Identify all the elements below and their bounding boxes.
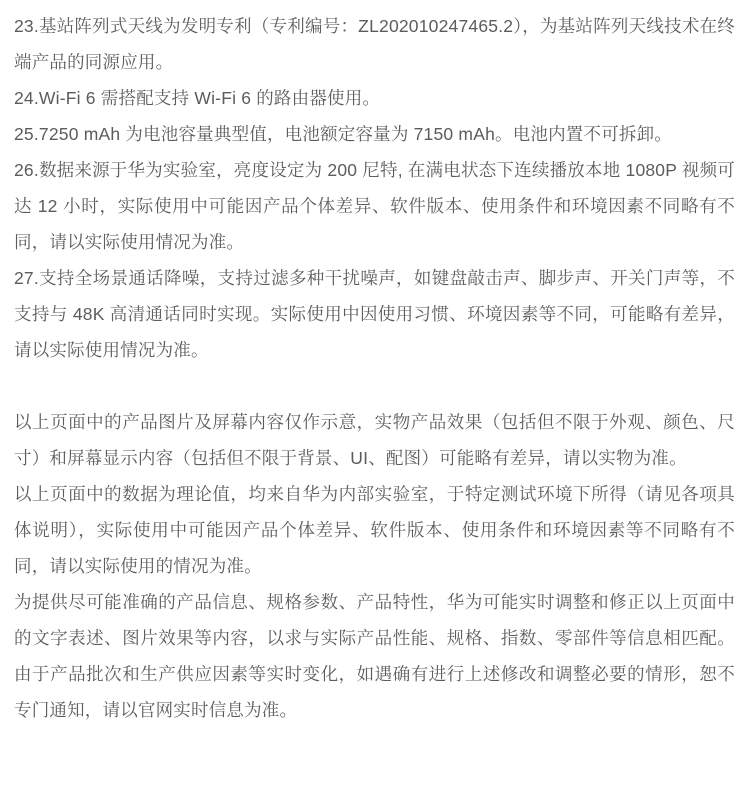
disclaimer-item: 为提供尽可能准确的产品信息、规格参数、产品特性，华为可能实时调整和修正以上页面中的文字表述、图片效果等内容，以求与实际产品性能、规格、指数、零部件等信息相匹配。由于产品批次和生产供应因素等实时变化，如遇确有进行上述修改和调整必要的情形，恕不专门通知，请以官网实时信息为准。 [14, 592, 735, 720]
footnote-item: 26.数据来源于华为实验室，亮度设定为 200 尼特, 在满电状态下连续播放本地 1080P 视频可达 12 小时，实际使用中可能因产品个体差异、软件版本、使用条件和环境因素不同略有不同，请以实际使用情况为准。 [14, 160, 735, 252]
numbered-notes-section [14, 8, 735, 368]
footnote-item: 24.Wi-Fi 6 需搭配支持 Wi-Fi 6 的路由器使用。 [14, 88, 381, 108]
disclaimer-item: 以上页面中的数据为理论值，均来自华为内部实验室，于特定测试环境下所得（请见各项具体说明），实际使用中可能因产品个体差异、软件版本、使用条件和环境因素等不同略有不同，请以实际使用的情况为准。 [14, 484, 735, 576]
disclaimer-item: 以上页面中的产品图片及屏幕内容仅作示意，实物产品效果（包括但不限于外观、颜色、尺寸）和屏幕显示内容（包括但不限于背景、UI、配图）可能略有差异，请以实物为准。 [14, 412, 735, 468]
footnote-item: 23.基站阵列式天线为发明专利（专利编号：ZL202010247465.2），为基站阵列天线技术在终端产品的同源应用。 [14, 16, 735, 72]
general-disclaimers-section [14, 404, 735, 728]
footnote-item: 27.支持全场景通话降噪，支持过滤多种干扰噪声，如键盘敲击声、脚步声、开关门声等，不支持与 48K 高清通话同时实现。实际使用中因使用习惯、环境因素等不同，可能略有差异，请以实际使用情况为准。 [14, 268, 735, 360]
section-divider-spacer [14, 368, 735, 404]
footnote-item: 25.7250 mAh 为电池容量典型值，电池额定容量为 7150 mAh。电池内置不可拆卸。 [14, 124, 673, 144]
